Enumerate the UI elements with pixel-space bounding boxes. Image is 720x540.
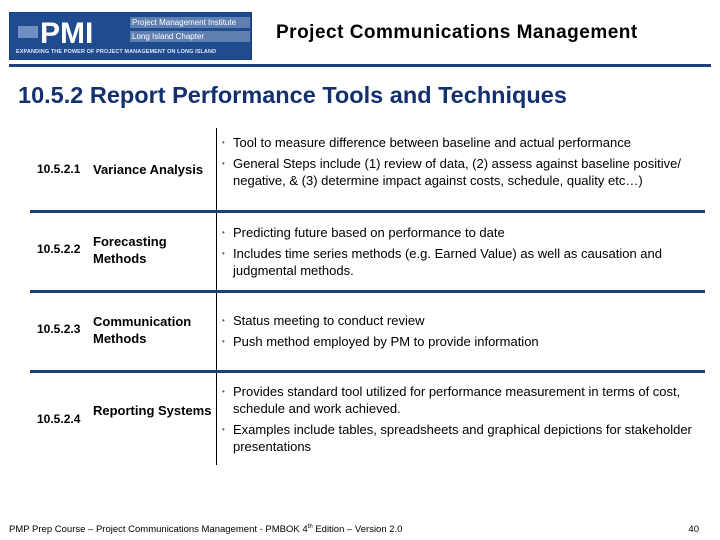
logo-tagline: EXPANDING THE POWER OF PROJECT MANAGEMENT ON LONG ISLAND: [16, 49, 217, 55]
row-number: 10.5.2.3: [37, 322, 81, 336]
logo-text-line1: Project Management Institute: [132, 18, 237, 27]
row-name: Communication Methods: [93, 314, 192, 346]
bullet-item: • Push method employed by PM to provide information: [222, 333, 702, 350]
slide-header: [0, 0, 720, 68]
bullet-item: • Provides standard tool utilized for performance measurement in terms of cost, schedule and work achieved.: [222, 383, 702, 417]
row-divider-vertical: [216, 293, 217, 370]
row-name: Variance Analysis: [93, 162, 204, 177]
row-name: Reporting Systems: [93, 403, 212, 418]
row-separator: [30, 290, 705, 293]
row-number: 10.5.2.2: [37, 242, 81, 256]
footer-text-edition: Edition – Version 2.0: [312, 524, 403, 536]
header-divider: [9, 64, 711, 67]
row-divider-vertical: [216, 373, 217, 465]
bullet-item: • Tool to measure difference between baseline and actual performance: [222, 134, 702, 151]
row-divider-vertical: [216, 213, 217, 290]
bullet-item: • Includes time series methods (e.g. Earned Value) as well as causation and judgmental methods.: [222, 245, 702, 279]
footer-text: [9, 524, 402, 535]
bullet-item: • Examples include tables, spreadsheets and graphical depictions for stakeholder presentations: [222, 421, 702, 455]
pmi-logo: [9, 12, 252, 60]
row-name: Forecasting Methods: [93, 234, 167, 266]
footer-superscript: th: [307, 524, 313, 530]
row-number: 10.5.2.4: [37, 412, 81, 426]
row-separator: [30, 370, 705, 373]
row-divider-vertical: [216, 128, 217, 210]
row-separator: [30, 210, 705, 213]
header-title: Project Communications Management: [276, 22, 638, 43]
logo-text-line2: Long Island Chapter: [132, 32, 205, 41]
row-number: 10.5.2.1: [37, 162, 81, 176]
row-content: [222, 312, 702, 354]
row-content: [222, 383, 702, 459]
row-content: [222, 134, 702, 193]
footer-text-main: PMP Prep Course – Project Communications Management - PMBOK 4: [9, 524, 308, 536]
pmi-logo-mark: [16, 17, 124, 47]
bullet-item: • Status meeting to conduct review: [222, 312, 702, 329]
page-number: 40: [688, 524, 699, 535]
slide-title: 10.5.2 Report Performance Tools and Techniques: [18, 82, 567, 108]
bullet-item: • General Steps include (1) review of data, (2) assess against baseline positive/ negative, & (3) determine impact against costs, schedule, quality etc…): [222, 155, 702, 189]
bullet-item: • Predicting future based on performance to date: [222, 224, 702, 241]
row-content: [222, 224, 702, 283]
svg-text:PMI: PMI: [40, 17, 94, 47]
